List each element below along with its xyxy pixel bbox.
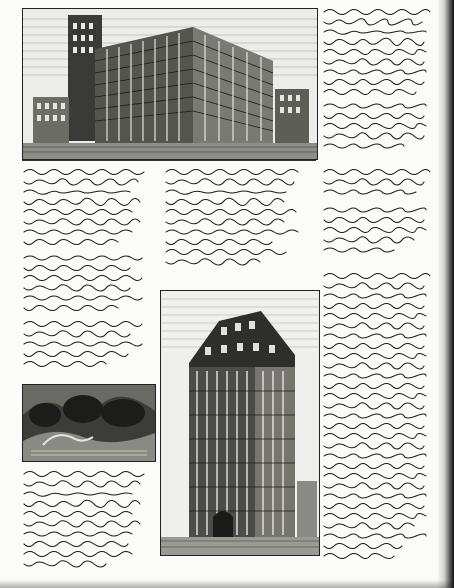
shorthand-text-block xyxy=(322,270,434,570)
landscape-vignette-illustration xyxy=(22,384,156,462)
shorthand-column-middle xyxy=(162,166,316,276)
shorthand-column-bottom-left xyxy=(20,468,158,576)
landscape-vignette-icon xyxy=(23,385,155,461)
office-building-illustration xyxy=(22,8,318,160)
shorthand-text-block xyxy=(20,166,158,374)
caption-rule xyxy=(22,160,316,161)
page-frame xyxy=(12,6,436,580)
scan-bottom-shadow xyxy=(0,580,454,588)
tower-building-icon xyxy=(161,291,319,555)
shorthand-column-left xyxy=(20,166,158,374)
shorthand-column-right-long xyxy=(322,270,434,570)
shorthand-text-block xyxy=(20,468,158,576)
tower-building-illustration xyxy=(160,290,320,556)
scan-edge-shadow xyxy=(438,0,454,588)
shorthand-column-right-middle xyxy=(322,166,434,262)
shorthand-text-block xyxy=(322,166,434,262)
shorthand-column-top-right xyxy=(322,6,434,150)
office-building-icon xyxy=(23,9,317,159)
shorthand-text-block xyxy=(162,166,316,276)
shorthand-text-block xyxy=(322,6,434,150)
